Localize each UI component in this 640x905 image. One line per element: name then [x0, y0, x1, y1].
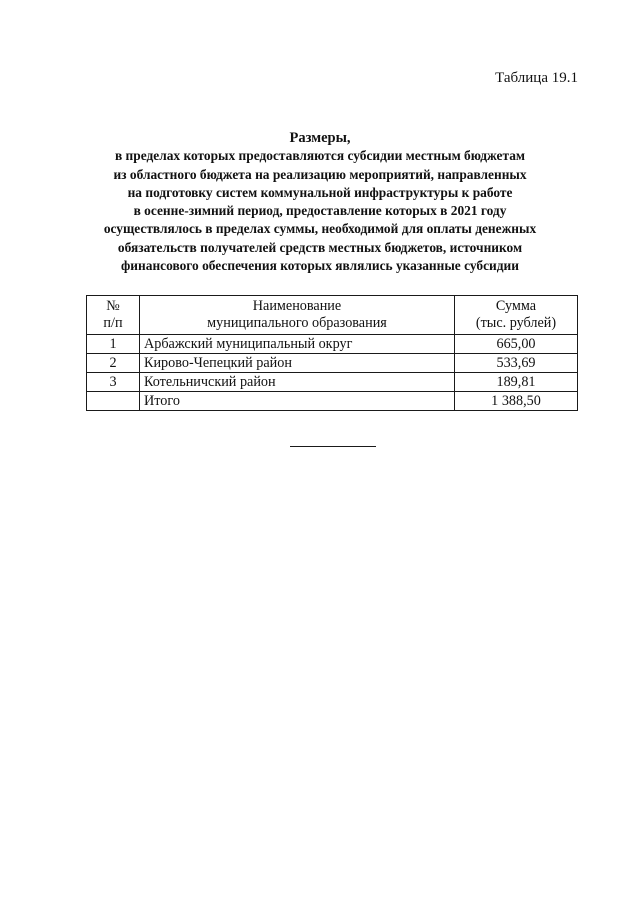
- header-sum-line1: Сумма: [495, 298, 537, 314]
- heading-line: на подготовку систем коммунальной инфраструктуры к работе: [127, 184, 513, 200]
- total-number: [87, 392, 140, 411]
- table-total-row: [87, 392, 578, 411]
- total-sum: 1 388,50: [455, 392, 578, 411]
- row-municipality: Котельничский район: [140, 373, 455, 392]
- table-row: [87, 373, 578, 392]
- heading-line: осуществлялось в пределах суммы, необходимой для оплаты денежных: [103, 221, 537, 237]
- header-sum-line2: (тыс. рублей): [475, 315, 557, 331]
- heading-line: из областного бюджета на реализацию мероприятий, направленных: [113, 166, 527, 182]
- closing-rule: [290, 446, 376, 447]
- table-row: [87, 354, 578, 373]
- row-municipality: Кирово-Чепецкий район: [140, 354, 455, 373]
- total-label: Итого: [140, 392, 455, 411]
- column-header-sum: [455, 296, 578, 335]
- column-header-number: [87, 296, 140, 335]
- table-header-row: [87, 296, 578, 335]
- row-sum: 189,81: [455, 373, 578, 392]
- header-number-line2: п/п: [103, 315, 123, 331]
- row-number: 1: [87, 335, 140, 354]
- column-header-name: [140, 296, 455, 335]
- heading-title: Размеры,: [289, 130, 351, 146]
- header-number-line1: №: [106, 298, 120, 314]
- heading-line: в пределах которых предоставляются субсидии местным бюджетам: [114, 148, 526, 164]
- row-sum: 533,69: [455, 354, 578, 373]
- header-name-line2: муниципального образования: [207, 315, 387, 331]
- row-municipality: Арбажский муниципальный округ: [140, 335, 455, 354]
- heading-line: финансового обеспечения которых являлись указанные субсидии: [121, 258, 519, 274]
- heading-line: обязательств получателей средств местных бюджетов, источником: [117, 239, 523, 255]
- header-name-line1: Наименование: [252, 298, 342, 314]
- row-number: 2: [87, 354, 140, 373]
- row-sum: 665,00: [455, 335, 578, 354]
- row-number: 3: [87, 373, 140, 392]
- heading-line: в осенне-зимний период, предоставление которых в 2021 году: [133, 203, 507, 219]
- subsidy-table: [86, 295, 578, 411]
- document-heading: [60, 129, 580, 275]
- table-row: [87, 335, 578, 354]
- table-number: Таблица 19.1: [495, 70, 578, 86]
